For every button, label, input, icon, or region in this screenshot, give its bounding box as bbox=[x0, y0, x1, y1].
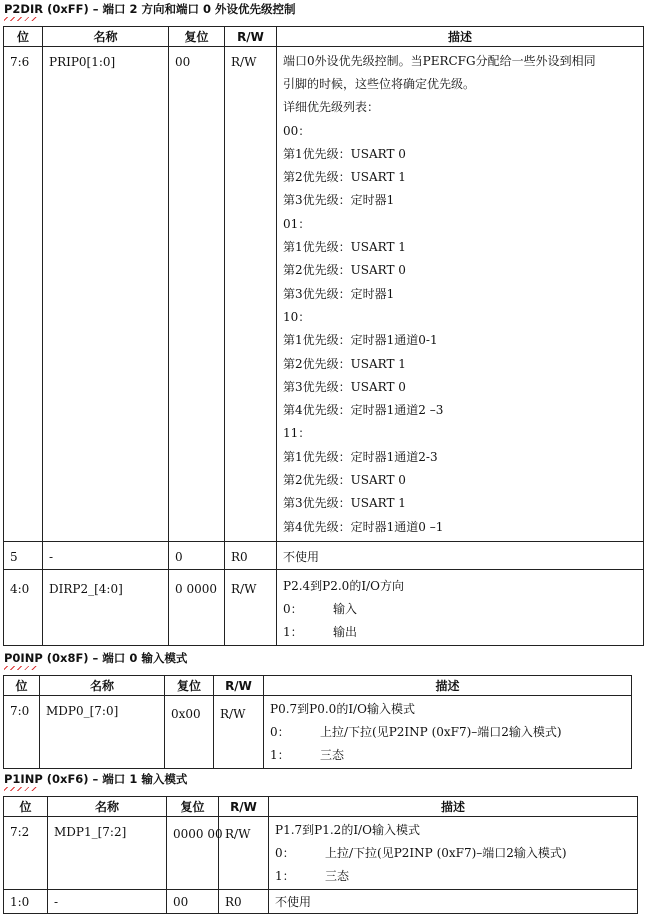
header-bit: 位 bbox=[4, 676, 40, 696]
desc-line: 详细优先级列表： bbox=[283, 100, 380, 115]
desc-line: 引脚的时候，这些位将确定优先级。 bbox=[283, 77, 476, 91]
desc-line: 第1优先级：USART 1 bbox=[283, 240, 406, 255]
desc-line: 第1优先级：定时器1通道0-1 bbox=[283, 333, 438, 348]
header-desc: 描述 bbox=[264, 676, 632, 696]
desc-line: 第3优先级：USART 0 bbox=[283, 379, 406, 394]
cell-desc bbox=[264, 696, 632, 769]
header-rw: R/W bbox=[225, 27, 277, 47]
header-reset: 复位 bbox=[169, 27, 225, 47]
cell-bit: 5 bbox=[4, 542, 43, 570]
cell-rw: R/W bbox=[225, 570, 277, 646]
register-table-p2dir bbox=[3, 26, 644, 646]
cell-bit: 4:0 bbox=[4, 570, 43, 646]
cell-desc: 不使用 bbox=[277, 542, 644, 570]
option-row: 1： 三态 bbox=[275, 869, 350, 883]
header-reset: 复位 bbox=[167, 797, 219, 817]
desc-line: 01： bbox=[283, 216, 311, 231]
desc-line: 端口0外设优先级控制。当PERCFG分配给一些外设到相同 bbox=[283, 54, 596, 68]
option-row: 1： 输出 bbox=[283, 625, 358, 639]
cell-desc: 不使用 bbox=[269, 890, 638, 914]
desc-line: 第2优先级：USART 0 bbox=[283, 263, 406, 278]
table-row bbox=[4, 570, 644, 646]
section-title-p2dir: P2DIR (0xFF) – 端口 2 方向和端口 0 外设优先级控制 bbox=[4, 2, 296, 16]
spellcheck-underline bbox=[4, 17, 38, 21]
header-bit: 位 bbox=[4, 797, 48, 817]
spellcheck-underline bbox=[4, 666, 38, 670]
cell-reset: 0 bbox=[169, 542, 225, 570]
cell-bit: 7:6 bbox=[4, 47, 43, 542]
desc-line: 第2优先级：USART 1 bbox=[283, 170, 406, 185]
header-rw: R/W bbox=[219, 797, 269, 817]
desc-line: 10： bbox=[283, 309, 311, 324]
option-row: 0： 上拉/下拉(见P2INP (0xF7)–端口2输入模式) bbox=[275, 846, 567, 860]
cell-bit: 7:2 bbox=[4, 817, 48, 890]
cell-reset: 00 bbox=[167, 890, 219, 914]
header-desc: 描述 bbox=[269, 797, 638, 817]
cell-desc bbox=[269, 817, 638, 890]
option-row: 1： 三态 bbox=[270, 748, 345, 762]
register-table-p0inp bbox=[3, 675, 632, 769]
cell-name: PRIP0[1:0] bbox=[43, 47, 169, 542]
cell-bit: 1:0 bbox=[4, 890, 48, 914]
table-row bbox=[4, 696, 632, 769]
header-name: 名称 bbox=[40, 676, 165, 696]
section-title-p1inp: P1INP (0xF6) – 端口 1 输入模式 bbox=[4, 772, 188, 786]
section-title-p0inp: P0INP (0x8F) – 端口 0 输入模式 bbox=[4, 651, 188, 665]
desc-line: P1.7到P1.2的I/O输入模式 bbox=[275, 823, 420, 837]
desc-line: 第1优先级：定时器1通道2-3 bbox=[283, 449, 438, 464]
cell-reset: 0 0000 bbox=[169, 570, 225, 646]
cell-rw: R/W bbox=[225, 47, 277, 542]
desc-line: P2.4到P2.0的I/O方向 bbox=[283, 579, 404, 593]
cell-reset: 0x00 bbox=[165, 696, 214, 769]
spellcheck-underline bbox=[4, 787, 38, 791]
header-reset: 复位 bbox=[165, 676, 214, 696]
table-header-row bbox=[4, 676, 632, 696]
cell-reset: 00 bbox=[169, 47, 225, 542]
table-header-row bbox=[4, 797, 638, 817]
cell-name: MDP1_[7:2] bbox=[48, 817, 167, 890]
desc-line: 00： bbox=[283, 123, 311, 138]
cell-rw: R0 bbox=[225, 542, 277, 570]
desc-line: 第2优先级：USART 0 bbox=[283, 473, 406, 488]
cell-rw: R/W bbox=[214, 696, 264, 769]
cell-name: MDP0_[7:0] bbox=[40, 696, 165, 769]
desc-line: 第2优先级：USART 1 bbox=[283, 356, 406, 371]
table-row bbox=[4, 817, 638, 890]
cell-desc bbox=[277, 570, 644, 646]
table-row bbox=[4, 542, 644, 570]
table-header-row bbox=[4, 27, 644, 47]
option-row: 0： 上拉/下拉(见P2INP (0xF7)–端口2输入模式) bbox=[270, 725, 562, 739]
header-desc: 描述 bbox=[277, 27, 644, 47]
cell-name: DIRP2_[4:0] bbox=[43, 570, 169, 646]
table-row bbox=[4, 890, 638, 914]
table-row bbox=[4, 47, 644, 542]
desc-line: 第3优先级：定时器1 bbox=[283, 286, 395, 301]
cell-desc bbox=[277, 47, 644, 542]
desc-line: 11： bbox=[283, 426, 311, 441]
cell-reset: 0000 00 bbox=[167, 817, 219, 890]
desc-line: 第4优先级：定时器1通道2 –3 bbox=[283, 403, 444, 418]
desc-line: 第3优先级：USART 1 bbox=[283, 496, 406, 511]
header-name: 名称 bbox=[48, 797, 167, 817]
cell-name: - bbox=[43, 542, 169, 570]
desc-line: 第3优先级：定时器1 bbox=[283, 193, 395, 208]
header-name: 名称 bbox=[43, 27, 169, 47]
cell-bit: 7:0 bbox=[4, 696, 40, 769]
desc-line: 第1优先级：USART 0 bbox=[283, 146, 406, 161]
cell-rw: R0 bbox=[219, 890, 269, 914]
cell-name: - bbox=[48, 890, 167, 914]
desc-line: P0.7到P0.0的I/O输入模式 bbox=[270, 702, 415, 716]
header-rw: R/W bbox=[214, 676, 264, 696]
cell-rw: R/W bbox=[219, 817, 269, 890]
header-bit: 位 bbox=[4, 27, 43, 47]
register-table-p1inp bbox=[3, 796, 638, 914]
desc-line: 第4优先级：定时器1通道0 –1 bbox=[283, 519, 444, 534]
option-row: 0： 输入 bbox=[283, 602, 358, 616]
